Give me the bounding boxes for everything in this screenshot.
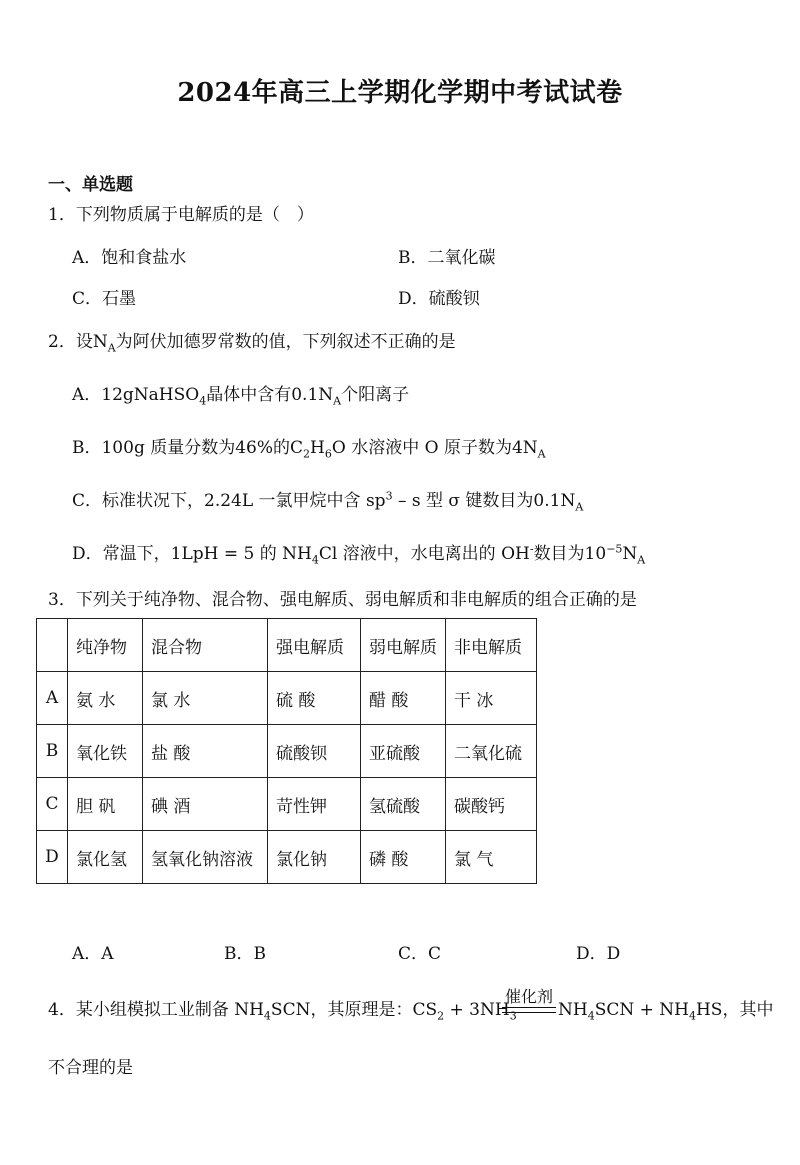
table-header-cell: 非电解质 (446, 619, 537, 672)
question-4-stem-part1: 4．某小组模拟工业制备 $NH_4SCN$，其原理是：$CS_2 + 3NH_3$ (48, 1000, 517, 1023)
table-row (37, 672, 537, 725)
table-row-label: D (37, 831, 68, 884)
table-cell: 氨 水 (68, 672, 143, 725)
question-4-stem-part2: $NH_4SCN + NH_4HS$，其中 (558, 1000, 774, 1023)
table-cell: 二氧化硫 (446, 725, 537, 778)
table-cell: 硫酸钡 (268, 725, 361, 778)
table-cell: 干 冰 (446, 672, 537, 725)
question-4-stem-line2: 不合理的是 (48, 1058, 133, 1078)
table-cell: 碳酸钙 (446, 778, 537, 831)
table-cell: 苛性钾 (268, 778, 361, 831)
table-cell: 磷 酸 (361, 831, 446, 884)
table-header-cell: 纯净物 (68, 619, 143, 672)
q1-option-c: C．石墨 (72, 289, 137, 309)
q2-option-d: D．常温下，1LpH = 5 的 $NH_4Cl$ 溶液中，水电离出的 OH-数目为$10^{-5}N_A$ (72, 542, 646, 567)
table-row (37, 725, 537, 778)
table-row (37, 778, 537, 831)
q1-option-b: B．二氧化碳 (398, 248, 496, 268)
q2-option-c: C．标准状况下，2.24L 一氯甲烷中含 $sp^3$ – s 型 σ 键数目为$0.1N_A$ (72, 489, 584, 514)
table-header-cell: 混合物 (143, 619, 268, 672)
exam-title: 2024年高三上学期化学期中考试试卷 (177, 78, 623, 108)
table-cell: 盐 酸 (143, 725, 268, 778)
table-cell: 氢硫酸 (361, 778, 446, 831)
question-2-stem: 2．设$N_A$为阿伏加德罗常数的值，下列叙述不正确的是 (48, 332, 456, 355)
section-heading: 一、单选题 (48, 175, 133, 195)
catalyst-label: 催化剂 (505, 987, 554, 1006)
table-cell: 碘 酒 (143, 778, 268, 831)
table-header-row (37, 619, 537, 672)
q3-option-c: C．C (398, 944, 442, 964)
q1-option-d: D．硫酸钡 (398, 289, 480, 309)
table-cell: 亚硫酸 (361, 725, 446, 778)
q3-option-b: B．B (224, 944, 266, 964)
table-cell: 氯化氢 (68, 831, 143, 884)
table-cell: 氯 水 (143, 672, 268, 725)
table-header-cell: 弱电解质 (361, 619, 446, 672)
reaction-equals-sign (502, 1007, 556, 1013)
table-row (37, 831, 537, 884)
q3-option-d: D．D (576, 944, 621, 964)
q1-option-a: A．饱和食盐水 (72, 248, 187, 268)
q2-option-a: A．12gNaHSO$_4$晶体中含有$0.1N_A$个阳离子 (72, 385, 410, 408)
table-cell: 醋 酸 (361, 672, 446, 725)
table-corner-cell (37, 619, 68, 672)
table-row-label: C (37, 778, 68, 831)
table-cell: 胆 矾 (68, 778, 143, 831)
table-cell: 氯 气 (446, 831, 537, 884)
q3-option-a: A．A (72, 944, 114, 964)
table-cell: 硫 酸 (268, 672, 361, 725)
q3-table (36, 618, 537, 884)
question-1-stem: 1．下列物质属于电解质的是（ ） (48, 205, 314, 225)
question-3-stem: 3．下列关于纯净物、混合物、强电解质、弱电解质和非电解质的组合正确的是 (48, 590, 637, 610)
table-cell: 氧化铁 (68, 725, 143, 778)
table-row-label: B (37, 725, 68, 778)
table-row-label: A (37, 672, 68, 725)
table-cell: 氢氧化钠溶液 (143, 831, 268, 884)
table-header-cell: 强电解质 (268, 619, 361, 672)
q2-option-b: B．100g 质量分数为46%的$C_2H_6O$ 水溶液中 O 原子数为$4N_A$ (72, 438, 546, 461)
table-cell: 氯化钠 (268, 831, 361, 884)
